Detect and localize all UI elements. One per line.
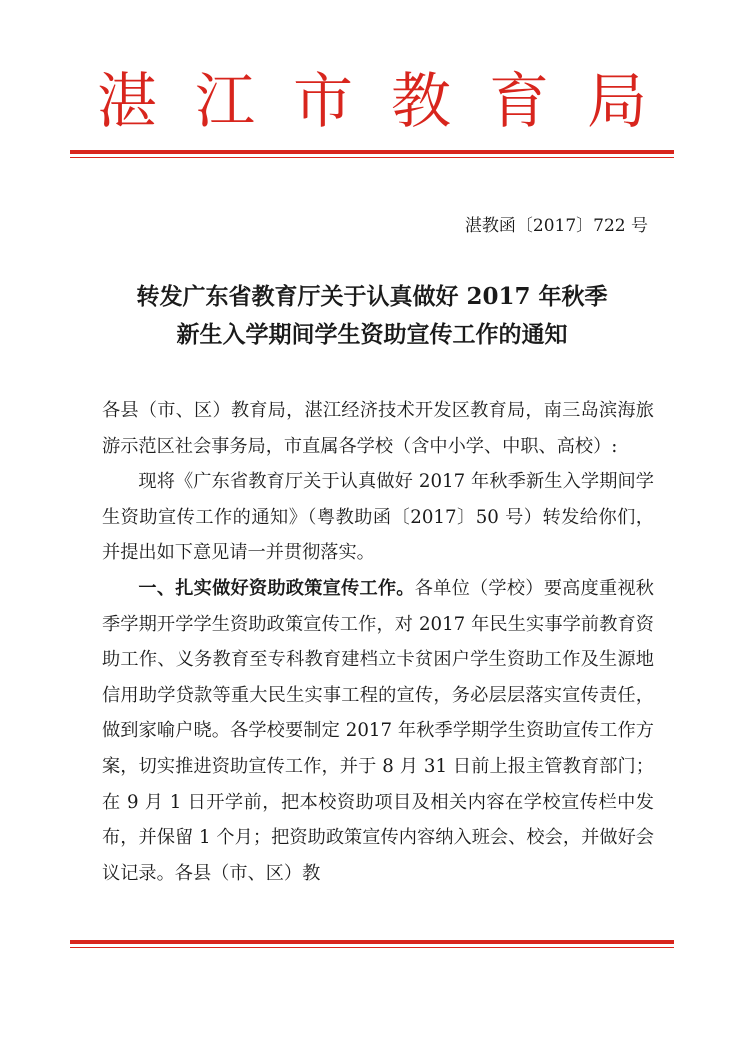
footer-divider-thin bbox=[70, 947, 674, 948]
org-name-header: 湛江市教育局 bbox=[97, 67, 685, 137]
document-number: 湛教函〔2017〕722 号 bbox=[464, 216, 648, 236]
header-divider bbox=[70, 150, 674, 158]
section-one-body: 各单位（学校）要高度重视秋季学期开学学生资助政策宣传工作，对 2017 年民生实事学前教育资助工作、义务教育至专科教育建档立卡贫困户学生资助工作及生源地信用助学贷款等重大民生实事工程的宣传，务必层层落实宣传责任，做到家喻户晓。各学校要制定 2017 年秋季学期学生资助宣传工作方案，切实推进资助宣传工作，并于 8 月 31 日前上报主管教育部门；在 9 月 1 日开学前，把本校资助项目及相关内容在学校宣传栏中发布，并保留 1 个月；把资助政策宣传内容纳入班会、校会，并做好会议记录。各县（市、区）教 bbox=[102, 577, 654, 884]
document-title-line-2: 新生入学期间学生资助宣传工作的通知 bbox=[176, 321, 568, 348]
document-body bbox=[102, 393, 654, 891]
document-title-line-1: 转发广东省教育厅关于认真做好 2017 年秋季 bbox=[136, 283, 608, 310]
section-one-heading: 一、扎实做好资助政策宣传工作。 bbox=[138, 577, 415, 599]
intro-paragraph: 现将《广东省教育厅关于认真做好 2017 年秋季新生入学期间学生资助宣传工作的通知》（粤教助函〔2017〕50 号）转发给你们，并提出如下意见请一并贯彻落实。 bbox=[102, 471, 654, 564]
header-divider-thick bbox=[70, 150, 674, 154]
document-title bbox=[70, 278, 674, 354]
section-one-paragraph bbox=[102, 571, 654, 891]
footer-divider bbox=[70, 940, 674, 948]
salutation: 各县（市、区）教育局，湛江经济技术开发区教育局，南三岛滨海旅游示范区社会事务局，市直属各学校（含中小学、中职、高校）: bbox=[102, 400, 654, 457]
footer-divider-thick bbox=[70, 940, 674, 944]
header-divider-thin bbox=[70, 157, 674, 158]
